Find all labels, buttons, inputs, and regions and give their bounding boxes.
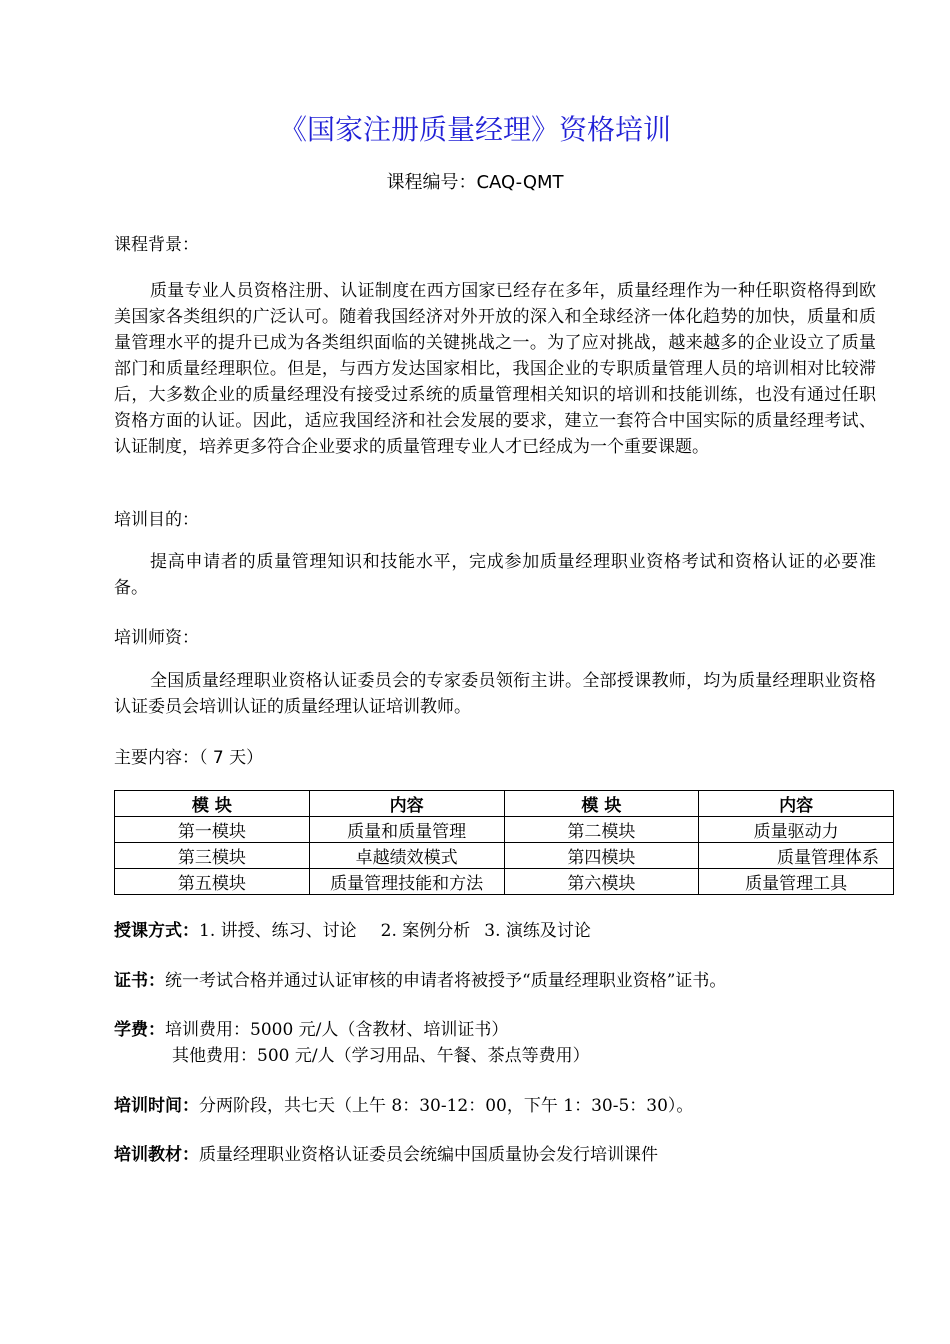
course-code: 课程编号：CAQ-QMT	[386, 172, 564, 193]
table-cell: 第三模块	[115, 843, 310, 869]
table-row	[115, 869, 894, 895]
column-header: 内容	[309, 791, 504, 817]
fees-line	[114, 1017, 508, 1043]
materials-text: 质量经理职业资格认证委员会统编中国质量协会发行培训课件	[199, 1145, 658, 1165]
table-cell: 质量管理技能和方法	[309, 869, 504, 895]
table-cell: 第一模块	[115, 817, 310, 843]
table-cell: 第四模块	[504, 843, 699, 869]
fees-line-1: 培训费用：5000 元/人（含教材、培训证书）	[165, 1020, 509, 1040]
method-item-1: 1. 讲授、练习、讨论	[199, 921, 357, 941]
certificate-line	[114, 968, 726, 994]
certificate-label: 证书：	[114, 971, 165, 991]
background-paragraph: 质量专业人员资格注册、认证制度在西方国家已经存在多年，质量经理作为一种任职资格得到欧美国家各类组织的广泛认可。随着我国经济对外开放的深入和全球经济一体化趋势的加快，质量和质量管理水平的提升已成为各类组织面临的关键挑战之一。为了应对挑战，越来越多的企业设立了质量部门和质量经理职位。但是，与西方发达国家相比，我国企业的专职质量管理人员的培训相对比较滞后，大多数企业的质量经理没有接受过系统的质量管理相关知识的培训和技能训练，也没有通过任职资格方面的认证。因此，适应我国经济和社会发展的要求，建立一套符合中国实际的质量经理考试、认证制度，培养更多符合企业要求的质量管理专业人才已经成为一个重要课题。	[114, 281, 876, 457]
schedule-line	[114, 1093, 693, 1119]
method-item-3: 3. 演练及讨论	[484, 921, 591, 941]
table-cell: 质量管理工具	[699, 869, 894, 895]
background-heading: 课程背景：	[114, 235, 199, 255]
method-item-2: 2. 案例分析	[380, 921, 471, 941]
certificate-text: 统一考试合格并通过认证审核的申请者将被授予“质量经理职业资格”证书。	[165, 971, 727, 991]
teachers-paragraph: 全国质量经理职业资格认证委员会的专家委员领衔主讲。全部授课教师，均为质量经理职业资格认证委员会培训认证的质量经理认证培训教师。	[114, 671, 876, 717]
page-title: 《国家注册质量经理》资格培训	[278, 113, 671, 146]
objective-heading: 培训目的：	[114, 510, 199, 530]
table-cell: 质量和质量管理	[309, 817, 504, 843]
teachers-heading: 培训师资：	[114, 628, 199, 648]
table-header-row	[115, 791, 894, 817]
materials-label: 培训教材：	[114, 1145, 199, 1165]
table-row	[115, 843, 894, 869]
table-cell: 第五模块	[115, 869, 310, 895]
column-header: 内容	[699, 791, 894, 817]
fees-line-2: 其他费用：500 元/人（学习用品、午餐、茶点等费用）	[172, 1046, 590, 1066]
table-cell: 第六模块	[504, 869, 699, 895]
method-label: 授课方式：	[114, 921, 199, 941]
table-cell: 质量驱动力	[699, 817, 894, 843]
objective-paragraph: 提高申请者的质量管理知识和技能水平，完成参加质量经理职业资格考试和资格认证的必要准备。	[114, 552, 876, 598]
table-row	[115, 817, 894, 843]
table-cell: 第二模块	[504, 817, 699, 843]
column-header: 模 块	[115, 791, 310, 817]
materials-line	[114, 1142, 658, 1168]
schedule-text: 分两阶段，共七天（上午 8：30-12：00，下午 1：30-5：30）。	[199, 1096, 694, 1116]
fees-label: 学费：	[114, 1020, 165, 1040]
table-cell: 卓越绩效模式	[309, 843, 504, 869]
modules-table	[114, 790, 894, 895]
content-heading: 主要内容：（ 7 天）	[114, 748, 264, 768]
column-header: 模 块	[504, 791, 699, 817]
method-line	[114, 918, 591, 944]
schedule-label: 培训时间：	[114, 1096, 199, 1116]
table-cell: 质量管理体系	[699, 843, 894, 869]
